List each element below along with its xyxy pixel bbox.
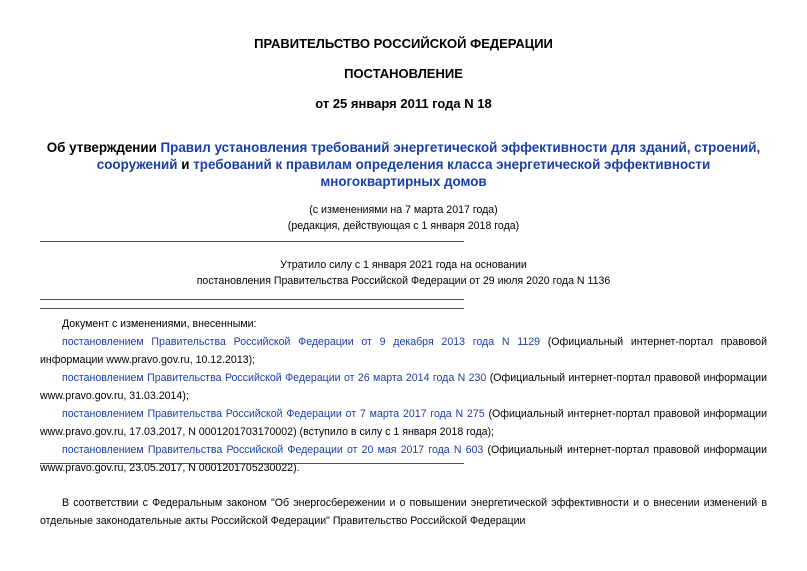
amendment-source: (Официальный интернет-портал правовой информации www.pravo.gov.ru, 31.03.2014); xyxy=(40,372,768,402)
lost-force-note: Утратило силу с 1 января 2021 года на основании xyxy=(280,259,527,271)
document-title xyxy=(40,139,767,190)
title-link-rules[interactable]: Правил установления требований энергетической эффективности для зданий, строений, сооружений xyxy=(96,140,761,172)
edition-note: (редакция, действующая с 1 января 2018 года) xyxy=(287,220,520,232)
issuer-heading: ПРАВИТЕЛЬСТВО РОССИЙСКОЙ ФЕДЕРАЦИИ xyxy=(254,36,553,51)
amendment-item xyxy=(40,369,767,405)
amendment-item xyxy=(40,405,767,441)
amendment-link[interactable]: постановлением Правительства Российской Федерации от 7 марта 2017 года N 275 xyxy=(62,408,485,420)
divider xyxy=(40,308,464,309)
lost-force-basis: постановления Правительства Российской Федерации от 29 июля 2020 года N 1136 xyxy=(196,275,611,287)
changes-date-note: (с изменениями на 7 марта 2017 года) xyxy=(309,204,498,216)
amendment-source: (Официальный интернет-портал правовой информации www.pravo.gov.ru, 10.12.2013); xyxy=(40,336,767,366)
doc-date-number: от 25 января 2011 года N 18 xyxy=(315,96,492,111)
amendment-item xyxy=(40,441,767,477)
amendment-source: (Официальный интернет-портал правовой информации www.pravo.gov.ru, 17.03.2017, N 0001201703170002) (вступило в силу с 1 января 2018 года); xyxy=(40,408,767,438)
amendment-source: (Официальный интернет-портал правовой информации www.pravo.gov.ru, 23.05.2017, N 0001201705230022). xyxy=(40,444,767,474)
divider xyxy=(40,241,464,242)
doc-type-heading: ПОСТАНОВЛЕНИЕ xyxy=(344,66,463,81)
amendment-item xyxy=(40,333,767,369)
amendment-link[interactable]: постановлением Правительства Российской Федерации от 9 декабря 2013 года N 1129 xyxy=(62,336,541,348)
amendment-link[interactable]: постановлением Правительства Российской Федерации от 26 марта 2014 года N 230 xyxy=(62,372,487,384)
divider xyxy=(40,299,464,300)
title-prefix: Об утверждении xyxy=(46,140,161,155)
title-link-requirements[interactable]: требований к правилам определения класса энергетической эффективности многоквартирных домов xyxy=(193,157,711,189)
amendments-intro: Документ с изменениями, внесенными: xyxy=(62,318,257,330)
amendment-link[interactable]: постановлением Правительства Российской Федерации от 20 мая 2017 года N 603 xyxy=(62,444,484,456)
amendments-list xyxy=(40,315,767,477)
title-conjunction: и xyxy=(177,157,194,172)
preamble-text: В соответствии с Федеральным законом "Об энергосбережении и о повышении энергетической эффективности и о внесении изменений в отдельные законодательные акты Российской Федерации" Правительство Российской Федерации xyxy=(40,497,767,527)
divider xyxy=(40,463,464,464)
